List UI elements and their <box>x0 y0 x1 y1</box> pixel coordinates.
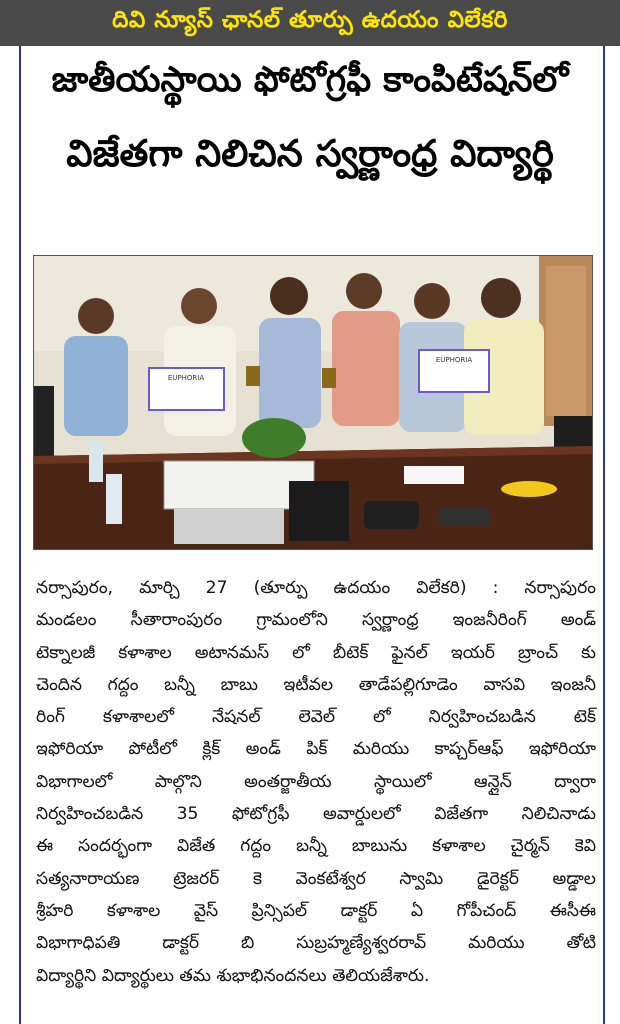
channel-banner-text: దివి న్యూస్ ఛానల్ తూర్పు ఉదయం విలేకరి <box>112 7 508 33</box>
page-border-right <box>603 46 605 1024</box>
papers <box>404 466 464 484</box>
plant <box>242 418 306 458</box>
article-line: టెక్నాలజీ కళాశాల అటానమస్ లో బీటెక్ ఫైనల్ ఇయర్ బ్రాంచ్ కు <box>36 642 596 663</box>
water-bottle-2 <box>106 474 122 524</box>
svg-text:EUPHORIA: EUPHORIA <box>435 356 473 364</box>
monitor <box>289 481 349 541</box>
water-bottle-1 <box>89 442 103 482</box>
headline-line-2: విజేతగా నిలిచిన స్వర్ణాంధ్ర విద్యార్థి <box>66 132 554 175</box>
article-line: విద్యార్థిని విద్యార్థులు తమ శుభాభినందనలు తెలియజేశారు. <box>36 965 430 986</box>
article-line: ఈ సందర్భంగా విజేత గద్దం బన్నీ బాబును కళాశాల చైర్మన్ కెవి <box>36 836 596 857</box>
article-line: చెందిన గద్దం బన్నీ బాబు ఇటీవల తాడేపల్లిగూడెం వాసవి ఇంజనీ <box>36 674 596 695</box>
trophy-1 <box>246 366 260 386</box>
news-photo <box>33 255 593 550</box>
article-line: విభాగాధిపతి డాక్టర్ బి సుబ్రహ్మణ్యేశ్వరరావ్ మరియు తోటి <box>36 933 596 954</box>
trophy-2 <box>322 368 336 388</box>
article-line: ఇఫోరియా పోటీలో క్లిక్ అండ్ పిక్ మరియు కాప్చర్ఆఫ్ ఇఫోరియా <box>36 739 596 760</box>
article-line: నర్సాపురం, మార్చి 27 (తూర్పు ఉదయం విలేకరి) : నర్సాపురం <box>36 578 596 598</box>
calculator <box>439 508 489 526</box>
yellow-plate <box>501 481 557 497</box>
article-line: మండలం సీతారాంపురం గ్రామంలోని స్వర్ణాంధ్ర ఇంజనీరింగ్ అండ్ <box>36 610 596 631</box>
certificate-right <box>419 350 489 392</box>
award-ceremony-illustration <box>34 256 592 549</box>
article-line: సత్యనారాయణ ట్రెజరర్ కె వెంకటేశ్వర స్వామి డైరెక్టర్ అడ్డాల <box>36 868 596 889</box>
certificate-left <box>149 368 224 410</box>
article-line: నిర్వహించబడిన 35 ఫోటోగ్రఫీ అవార్డులలో విజేతగా నిలిచినాడు <box>36 804 596 825</box>
article-body <box>36 572 596 992</box>
channel-banner <box>0 0 620 46</box>
svg-text:EUPHORIA: EUPHORIA <box>167 374 205 382</box>
desk-phone <box>364 501 419 529</box>
page-border-left <box>19 46 21 1024</box>
article-line: రింగ్ కళాశాలలో నేషనల్ లెవెల్ లో నిర్వహించబడిన టెక్ <box>36 707 596 728</box>
article-line: విభాగాలలో పాల్గొని అంతర్జాతీయ స్థాయిలో ఆన్లైన్ ద్వారా <box>36 771 596 792</box>
article-line: శ్రీహరి కళాశాల వైస్ ప్రిన్సిపల్ డాక్టర్ ఏ గోపీచంద్ ఈసీఈ <box>36 900 596 921</box>
headline-line-1: జాతీయస్థాయి ఫోటోగ్రఫీ కాంపిటేషన్‌లో <box>51 60 569 100</box>
